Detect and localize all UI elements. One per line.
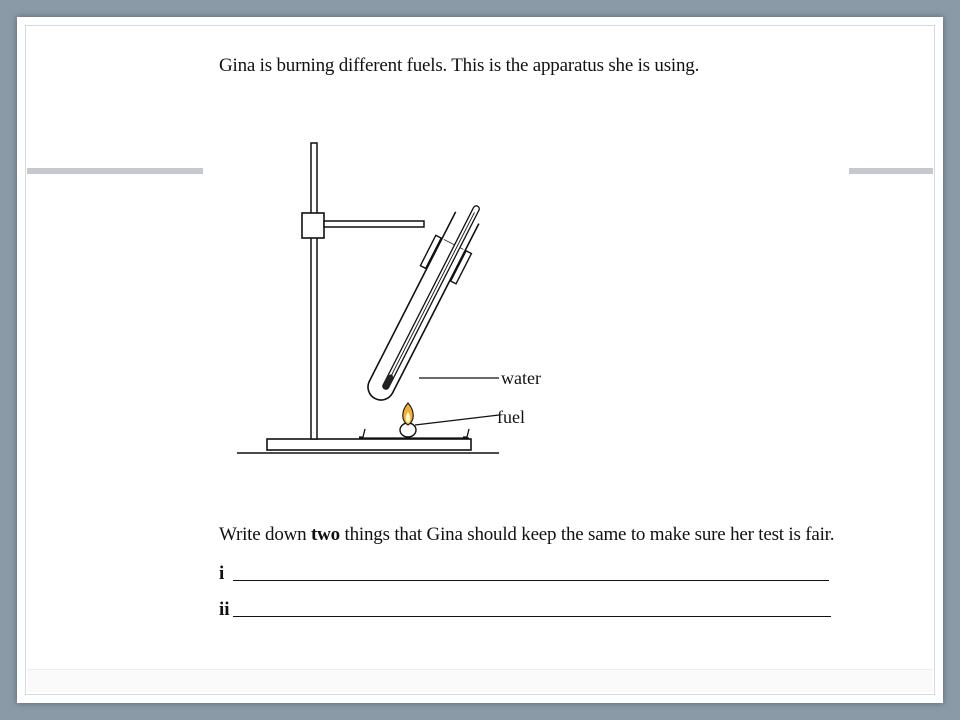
footer-band xyxy=(27,669,933,692)
question-prefix: Write down xyxy=(219,524,312,545)
intro-text: Gina is burning different fuels. This is the apparatus she is using. xyxy=(219,55,700,76)
boss-clamp xyxy=(302,213,324,238)
accent-bar-right xyxy=(849,168,933,174)
fuel-leader-line xyxy=(415,415,499,425)
stand-base xyxy=(267,439,471,450)
question-text xyxy=(219,524,834,546)
answer-rule[interactable] xyxy=(233,580,829,581)
answer-marker: ii xyxy=(219,599,230,620)
water-label: water xyxy=(501,368,541,388)
stand-rod xyxy=(311,143,317,439)
apparatus-diagram xyxy=(231,137,541,457)
question-suffix: things that Gina should keep the same to make sure her test is fair. xyxy=(339,524,835,545)
question-emphasis: two xyxy=(311,524,340,545)
fuel-label: fuel xyxy=(497,407,525,427)
accent-bar-left xyxy=(27,168,203,174)
answer-marker: i xyxy=(219,563,225,584)
answer-line-ii[interactable] xyxy=(219,599,831,621)
answer-rule[interactable] xyxy=(233,616,831,617)
answer-line-i[interactable] xyxy=(219,563,829,585)
clamp-arm xyxy=(324,221,424,227)
slide-page xyxy=(17,17,943,703)
